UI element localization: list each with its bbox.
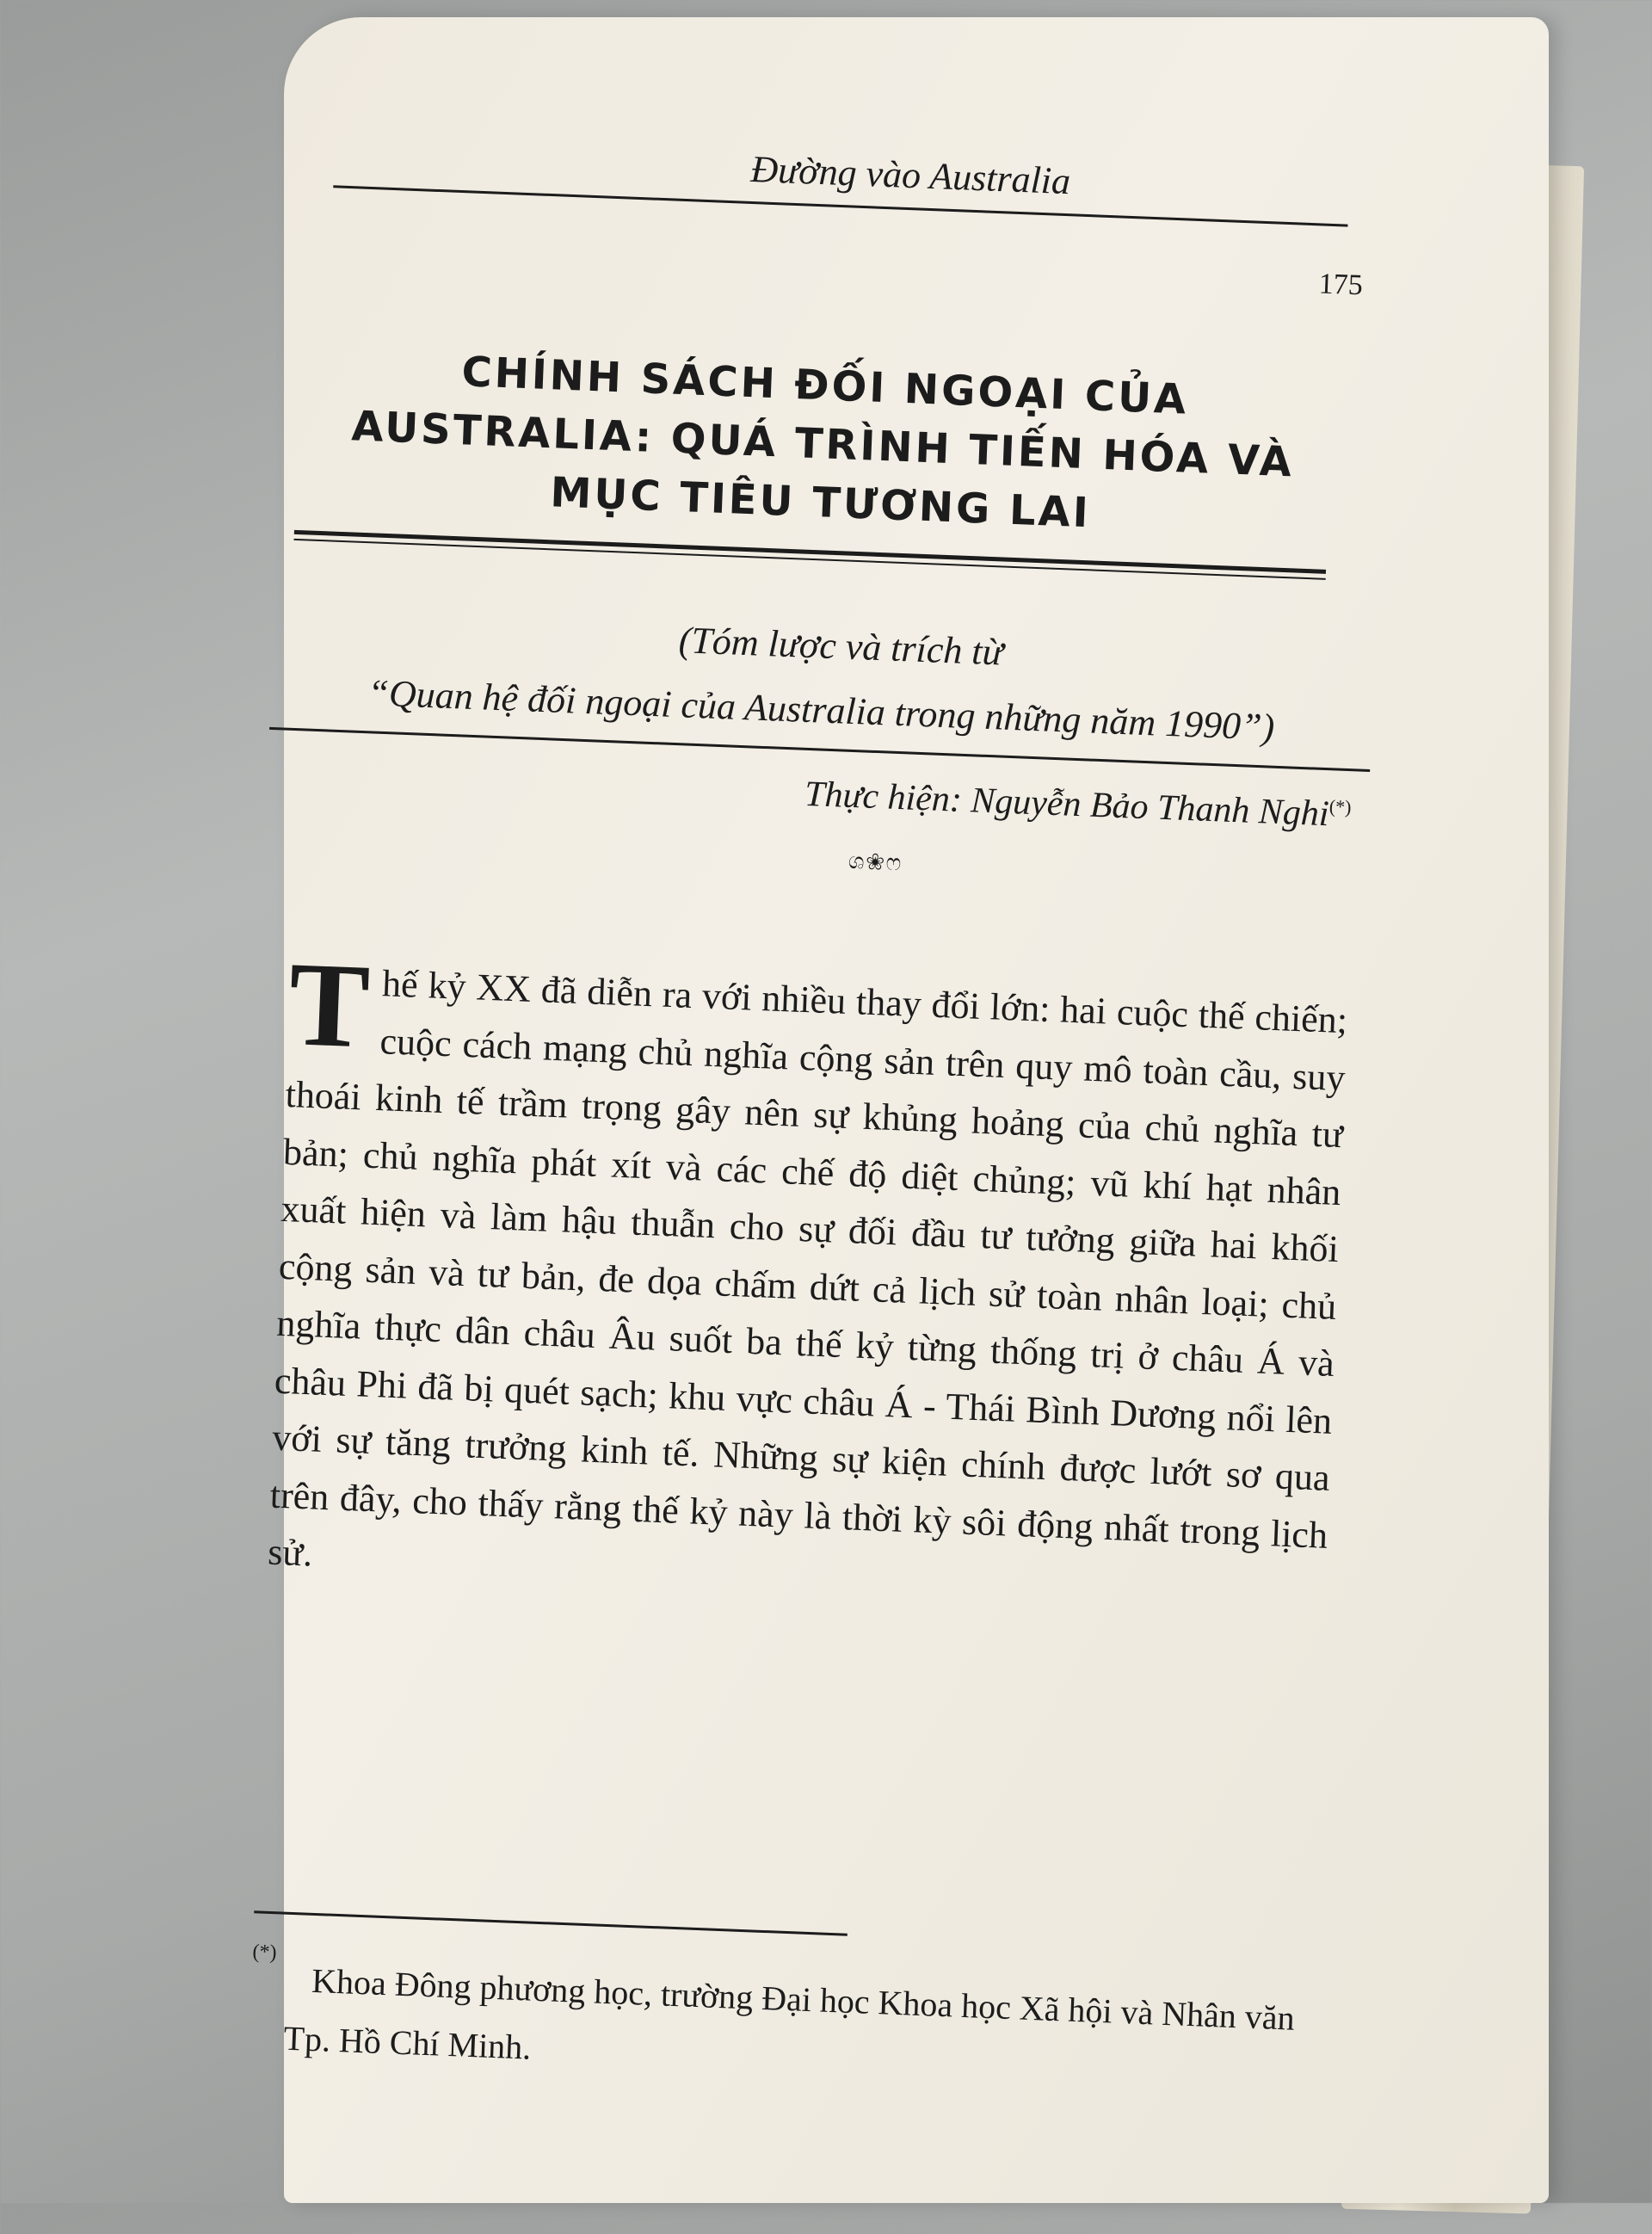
running-header: Đường vào Australia — [749, 147, 1072, 203]
chapter-title-line-3: MỤC TIÊU TƯƠNG LAI — [549, 468, 1092, 538]
drop-cap: T — [286, 937, 373, 1074]
author-text: Thực hiện: Nguyễn Bảo Thanh Nghi — [804, 774, 1330, 835]
footnote-text: Khoa Đông phương học, trường Đại học Khoa học Xã hội và Nhân văn Tp. Hồ Chí Minh. — [282, 1960, 1296, 2067]
subtitle-line-1: (Tóm lược và trích từ — [677, 619, 1004, 674]
body-text: hế kỷ XX đã diễn ra với nhiều thay đổi lớn: hai cuộc thế chiến; cuộc cách mạng chủ nghĩa cộng sản trên quy mô toàn cầu, suy thoái kinh tế trầm trọng gây nên sự khủng hoảng của chủ nghĩa tư bản; chủ nghĩa phát xít và các chế độ diệt chủng; vũ khí hạt nhân xuất hiện và làm hậu thuẫn cho sự đối đầu tư tưởng giữa hai khối cộng sản và tư bản, đe dọa chấm dứt cả lịch sử toàn nhân loại; chủ nghĩa thực dân châu Âu suốt ba thế kỷ từng thống trị ở châu Á và châu Phi đã bị quét sạch; khu vực châu Á - Thái Bình Dương nổi lên với sự tăng trưởng kinh tế. Những sự kiện chính được lướt sơ qua trên đây, cho thấy rằng thế kỷ này là thời kỳ sôi động nhất trong lịch sử. — [267, 962, 1348, 1575]
ornament-icon: ශ❀ෆ — [848, 848, 903, 876]
chapter-title — [304, 336, 1342, 552]
body-paragraph — [267, 937, 1348, 1621]
subtitle-line-2: “Quan hệ đối ngoại của Australia trong những năm 1990”) — [367, 671, 1276, 749]
author-credit — [559, 764, 1352, 836]
author-footnote-marker: (*) — [1328, 795, 1352, 818]
footnote-marker: (*) — [252, 1941, 277, 1965]
footnote-rule — [254, 1910, 848, 1935]
page-number: 175 — [1318, 268, 1364, 302]
chapter-title-line-2: AUSTRALIA: QUÁ TRÌNH TIẾN HÓA VÀ — [350, 402, 1295, 487]
chapter-title-line-1: CHÍNH SÁCH ĐỐI NGOẠI CỦA — [460, 348, 1190, 424]
